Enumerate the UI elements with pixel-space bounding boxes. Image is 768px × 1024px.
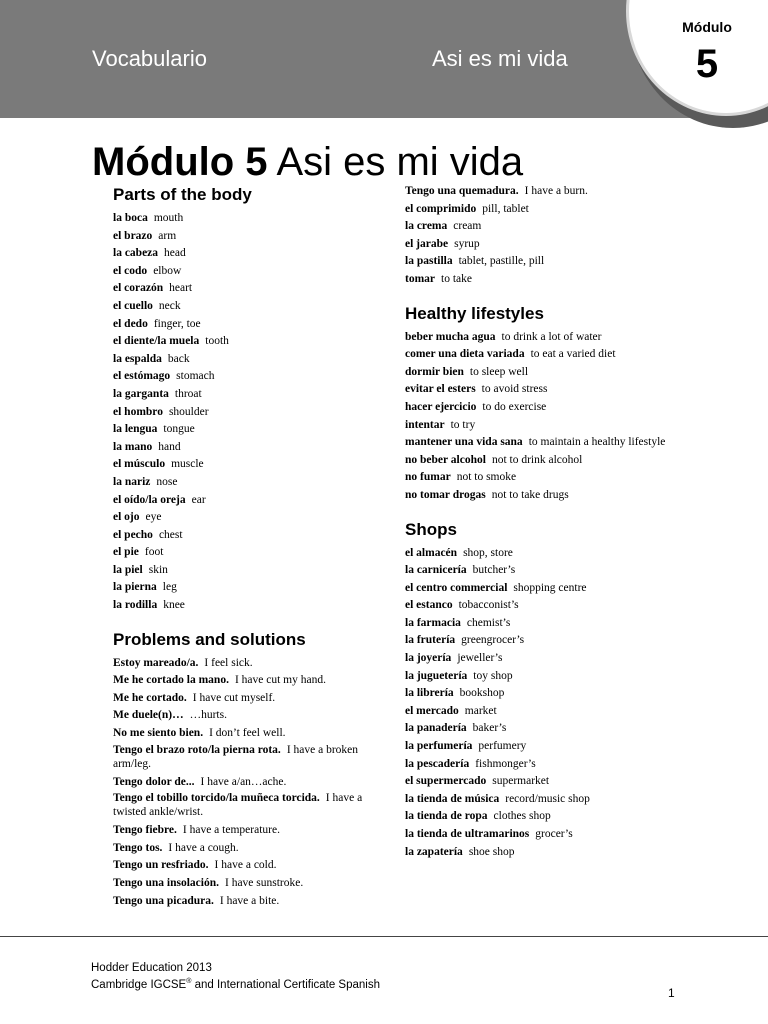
vocab-spanish: Estoy mareado/a. [113,656,199,669]
vocab-spanish: el estanco [405,599,453,612]
vocab-entry [113,597,383,615]
vocab-spanish: el mercado [405,704,459,717]
vocab-spanish: Me duele(n)… [113,709,184,722]
vocab-entry [113,743,383,771]
vocab-english: chemist’s [466,616,511,629]
vocab-english: bookshop [459,687,505,700]
vocab-entry [113,655,383,673]
vocab-spanish: Tengo el brazo roto/la pierna rota. [113,743,281,756]
vocab-entry [405,381,670,399]
vocab-english: I have a cold. [214,859,277,872]
vocab-entry [113,544,383,562]
vocab-spanish: Me he cortado la mano. [113,674,229,687]
vocab-entry [113,492,383,510]
vocab-english: to drink a lot of water [501,330,602,343]
module-badge-label: Módulo [682,19,732,35]
vocab-spanish: el estómago [113,370,171,383]
vocab-english: leg [162,581,177,594]
vocab-entry [113,875,383,893]
vocab-english: tongue [163,423,195,436]
vocab-english: eye [145,511,162,524]
vocab-spanish: la tienda de música [405,792,500,805]
vocab-spanish: no beber alcohol [405,453,486,466]
vocab-english: arm [158,229,177,242]
vocab-entry [113,439,383,457]
vocab-spanish: la mano [113,440,153,453]
vocab-english: toy shop [473,669,513,682]
vocab-spanish: Me he cortado. [113,691,187,704]
vocab-english: greengrocer’s [461,634,525,647]
vocab-spanish: no tomar drogas [405,488,486,501]
vocab-english: back [167,352,190,365]
vocab-entry [113,707,383,725]
vocab-entry [113,316,383,334]
vocab-english: I have a burn. [524,185,588,197]
vocab-spanish: Tengo una insolación. [113,877,219,889]
vocab-spanish: la pastilla [405,255,453,268]
vocab-english: nose [156,475,178,488]
vocab-english: tooth [205,335,229,348]
vocab-spanish: Tengo fiebre. [113,824,177,837]
vocab-english: I have sunstroke. [225,877,304,889]
vocab-spanish: la pescadería [405,757,470,770]
vocab-english: hand [158,440,181,453]
vocab-entry [113,840,383,858]
vocab-entry [405,668,670,686]
vocab-spanish: tomar [405,272,436,285]
vocab-english: tablet, pastille, pill [458,255,545,268]
vocab-english: I have cut myself. [192,691,276,704]
vocab-spanish: el hombro [113,405,163,418]
vocab-entry [113,351,383,369]
vocab-english: I have a temperature. [182,824,280,837]
page-title [92,140,523,185]
vocab-english: not to drink alcohol [491,453,583,466]
vocab-entry [405,201,670,219]
vocab-spanish: evitar el esters [405,383,476,396]
vocab-english: head [164,247,186,260]
vocab-list-body [113,210,383,615]
vocab-entry [405,183,670,201]
vocab-spanish: el dedo [113,317,148,330]
vocab-list-problems-continued [405,183,670,289]
vocab-spanish: dormir bien [405,365,464,378]
vocab-spanish: la librería [405,687,454,700]
vocab-spanish: la tienda de ultramarinos [405,828,530,840]
vocab-list-healthy [405,329,670,505]
vocab-spanish: No me siento bien. [113,727,204,740]
vocab-entry [113,298,383,316]
vocab-english: shoe shop [468,845,515,858]
vocab-english: muscle [171,458,204,471]
vocab-entry [113,527,383,545]
vocab-entry [405,271,670,289]
vocab-english: to try [450,418,476,431]
vocab-entry [113,228,383,246]
vocab-english: elbow [153,264,182,277]
vocab-english: chest [158,528,183,541]
vocab-english: to eat a varied diet [530,348,616,361]
vocab-spanish: el pie [113,546,139,559]
vocab-entry [405,650,670,668]
vocab-entry [113,386,383,404]
vocab-english: to avoid stress [481,383,548,396]
vocab-english: market [464,704,497,717]
footer-credits [91,962,380,992]
vocab-list-problems [113,655,383,911]
vocab-entry [405,597,670,615]
vocab-entry [113,791,383,819]
vocab-spanish: el comprimido [405,202,477,215]
vocab-spanish: la juguetería [405,669,468,682]
vocab-spanish: el centro commercial [405,581,508,594]
vocab-spanish: la garganta [113,387,169,400]
vocab-entry [113,725,383,743]
vocab-english: record/music shop [505,792,590,805]
vocab-spanish: Tengo el tobillo torcido/la muñeca torcida. [113,792,320,805]
vocab-english: throat [174,387,202,400]
vocab-entry [405,452,670,470]
vocab-spanish: la zapatería [405,845,463,858]
vocab-spanish: el jarabe [405,237,449,250]
vocab-entry [405,685,670,703]
vocab-entry [405,720,670,738]
section-heading-problems: Problems and solutions [113,629,306,649]
vocab-entry [405,253,670,271]
vocab-spanish: el oído/la oreja [113,493,186,506]
footer-publisher: Hodder Education 2013 [91,962,212,974]
vocab-spanish: la perfumería [405,740,473,753]
vocab-entry [405,844,670,862]
vocab-entry [405,632,670,650]
vocab-spanish: la rodilla [113,599,158,612]
vocab-entry [113,690,383,708]
vocab-entry [113,210,383,228]
vocab-spanish: el diente/la muela [113,335,200,348]
vocab-spanish: el pecho [113,528,153,541]
vocab-english: skin [148,563,168,576]
vocab-english: cream [453,220,482,233]
vocab-spanish: la piel [113,563,143,576]
vocab-english: knee [163,599,185,612]
vocab-entry [405,329,670,347]
vocab-spanish: comer una dieta variada [405,348,525,361]
vocab-english: to do exercise [482,400,547,413]
vocab-spanish: el almacén [405,546,458,559]
vocab-spanish: el supermercado [405,775,487,788]
vocab-entry [113,404,383,422]
vocab-spanish: Tengo una picadura. [113,894,214,907]
vocab-english: shop, store [463,546,513,559]
vocab-english: mouth [153,212,184,224]
vocab-english: supermarket [492,775,550,788]
vocab-list-shops [405,545,670,862]
footer-divider [0,936,768,937]
vocab-spanish: la nariz [113,475,151,488]
vocab-spanish: no fumar [405,471,451,484]
vocab-english: I have cut my hand. [234,674,326,687]
vocab-english: fishmonger’s [475,757,536,770]
header-section-label: Vocabulario [92,46,207,71]
vocab-spanish: la carnicería [405,564,467,577]
vocab-entry [405,773,670,791]
vocab-english: …hurts. [189,709,227,722]
vocab-entry [113,893,383,911]
vocab-entry [405,703,670,721]
vocab-spanish: la tienda de ropa [405,810,488,823]
vocab-english: not to smoke [456,471,517,484]
vocab-entry [113,474,383,492]
vocab-english: shopping centre [513,581,587,594]
vocab-spanish: el codo [113,264,148,277]
vocab-spanish: la espalda [113,352,162,365]
vocab-spanish: Tengo tos. [113,841,163,854]
vocab-english: to take [441,272,472,285]
vocab-spanish: mantener una vida sana [405,436,523,449]
vocab-entry [405,808,670,826]
vocab-english: stomach [176,370,215,383]
vocab-entry [405,756,670,774]
vocab-spanish: la cabeza [113,247,159,260]
vocab-entry [113,421,383,439]
vocab-english: foot [144,546,164,559]
vocab-english: grocer’s [535,828,573,840]
vocab-english: I have a broken arm/leg. [113,743,359,770]
vocab-spanish: la boca [113,212,148,224]
vocab-english: I have a bite. [219,894,280,907]
vocab-english: neck [158,299,181,312]
vocab-entry [405,487,670,505]
vocab-entry [113,857,383,875]
vocab-english: shoulder [168,405,209,418]
vocab-spanish: Tengo dolor de... [113,775,195,788]
vocab-spanish: la panadería [405,722,467,735]
vocab-entry [405,434,670,452]
vocab-spanish: la lengua [113,423,158,436]
vocab-english: pill, tablet [482,202,529,215]
vocab-entry [405,826,670,844]
right-column [405,183,670,861]
vocab-entry [405,364,670,382]
vocab-entry [405,562,670,580]
vocab-entry [405,346,670,364]
left-column [113,184,383,910]
vocab-english: to sleep well [469,365,529,378]
header-module-title: Asi es mi vida [432,46,568,71]
vocab-spanish: el corazón [113,282,164,295]
vocab-english: I don’t feel well. [209,727,286,740]
vocab-spanish: el músculo [113,458,166,471]
vocab-spanish: hacer ejercicio [405,400,477,413]
vocab-entry [113,509,383,527]
vocab-english: I have a twisted ankle/wrist. [113,792,363,819]
vocab-english: baker’s [472,722,507,735]
vocab-english: I feel sick. [204,656,253,669]
vocab-spanish: la farmacia [405,616,461,629]
vocab-english: ear [191,493,206,506]
vocab-spanish: el brazo [113,229,153,242]
vocab-english: not to take drugs [491,488,569,501]
section-heading-body: Parts of the body [113,185,252,204]
vocab-entry [113,333,383,351]
vocab-entry [405,615,670,633]
vocab-spanish: el ojo [113,511,140,524]
vocab-spanish: la crema [405,220,448,233]
vocab-entry [405,580,670,598]
section-heading-shops: Shops [405,519,457,539]
vocab-spanish: el cuello [113,299,153,312]
vocab-entry [405,399,670,417]
vocab-entry [113,672,383,690]
vocab-spanish: intentar [405,418,445,431]
vocab-entry [405,738,670,756]
vocab-entry [405,791,670,809]
vocab-english: jeweller’s [457,652,503,665]
page-title-rest: Asi es mi vida [276,140,524,184]
vocab-entry [113,822,383,840]
vocab-english: finger, toe [153,317,201,330]
vocab-english: clothes shop [493,810,551,823]
page-title-module: Módulo 5 [92,140,268,184]
vocab-entry [405,469,670,487]
vocab-english: perfumery [478,740,527,753]
vocab-entry [113,774,383,792]
vocab-entry [405,236,670,254]
vocab-spanish: beber mucha agua [405,330,496,343]
module-badge-number: 5 [695,42,719,86]
vocab-spanish: Tengo un resfriado. [113,859,209,872]
vocab-entry [405,545,670,563]
vocab-spanish: la pierna [113,581,157,594]
vocab-english: I have a cough. [168,841,239,854]
vocab-english: butcher’s [472,564,516,577]
vocab-entry [113,263,383,281]
vocab-english: to maintain a healthy lifestyle [528,436,666,449]
vocab-entry [113,456,383,474]
vocab-entry [113,579,383,597]
page-number: 1 [668,986,675,1000]
vocab-english: tobacconist’s [458,599,519,612]
vocab-entry [113,245,383,263]
vocab-entry [405,417,670,435]
vocab-spanish: Tengo una quemadura. [405,185,519,197]
vocab-english: syrup [454,237,480,250]
vocab-entry [113,280,383,298]
vocab-spanish: la frutería [405,634,456,647]
vocab-entry [113,562,383,580]
vocab-english: heart [169,282,193,295]
vocab-spanish: la joyería [405,652,452,665]
vocab-entry [113,368,383,386]
vocab-english: I have a/an…ache. [200,775,287,788]
vocab-entry [405,218,670,236]
section-heading-healthy: Healthy lifestyles [405,303,544,323]
footer-course: Cambridge IGCSE® and International Certificate Spanish [91,978,380,991]
